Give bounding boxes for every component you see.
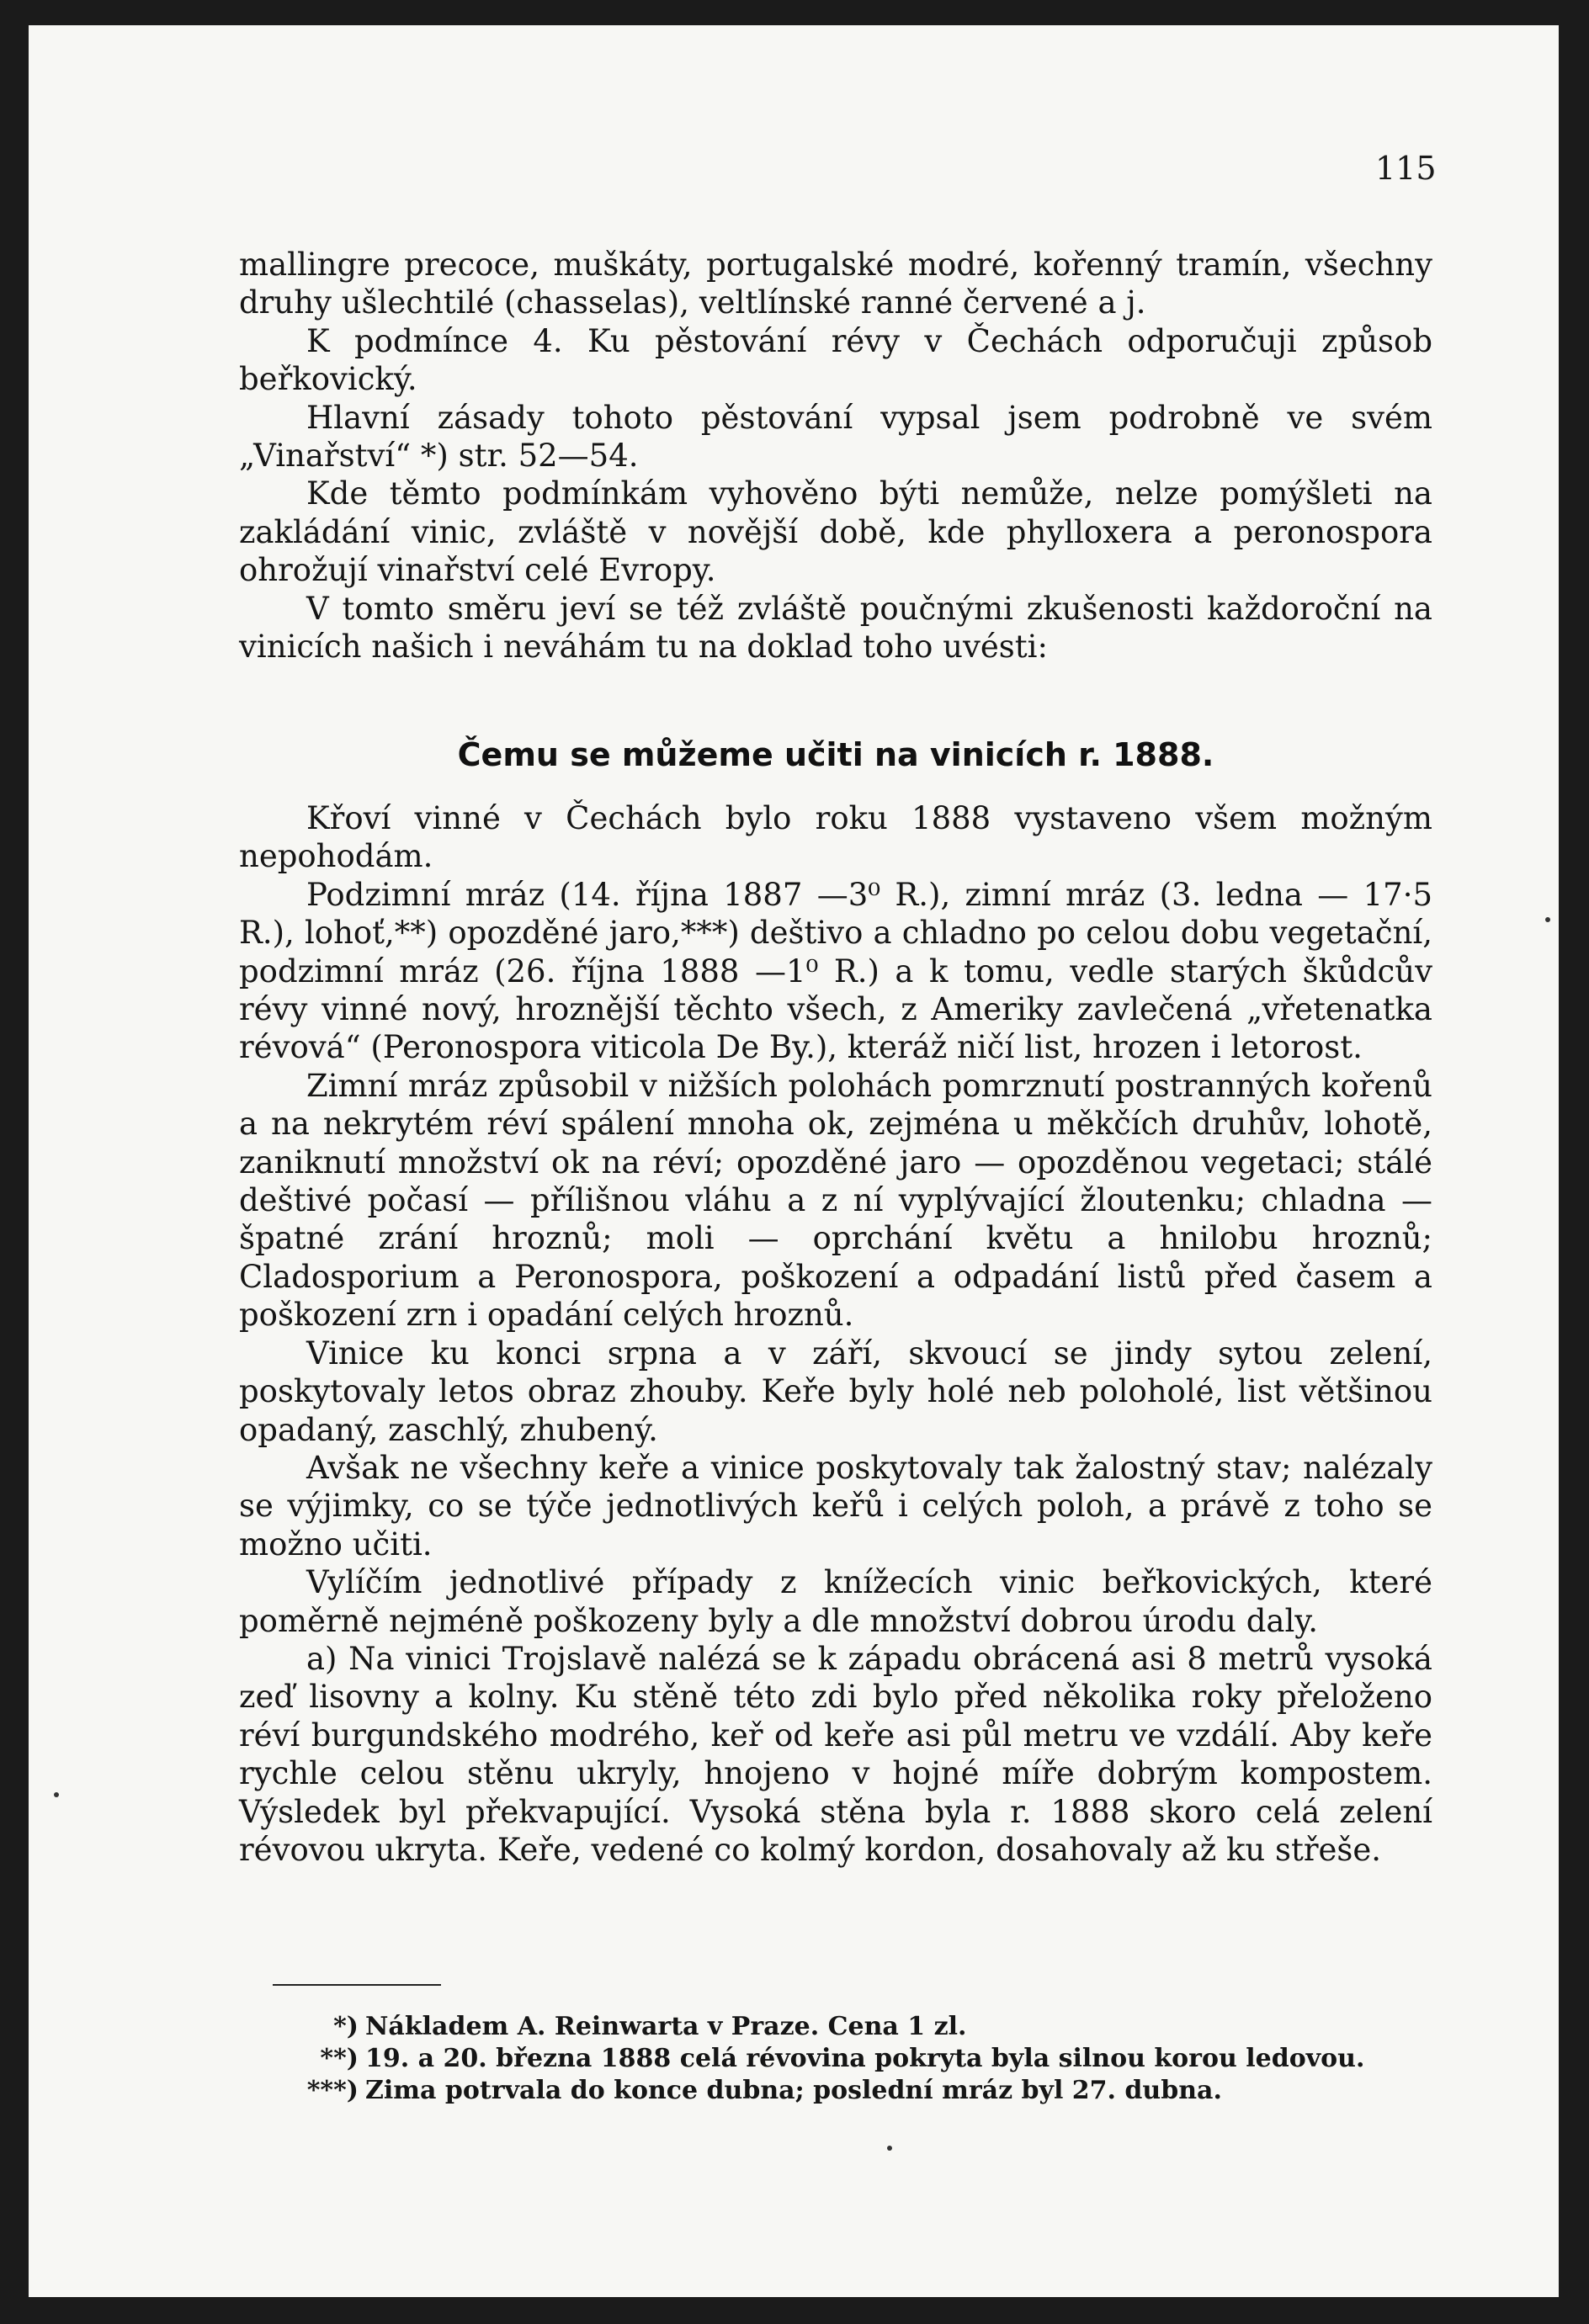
body-text-top	[239, 246, 1432, 666]
footnote-text: 19. a 20. března 1888 celá révovina pokryta byla silnou korou ledovou.	[365, 2044, 1365, 2073]
paragraph: Křoví vinné v Čechách bylo roku 1888 vystaveno všem možným nepohodám.	[239, 800, 1432, 875]
paragraph: Vinice ku konci srpna a v září, skvoucí se jindy sytou zelení, poskytovaly letos obraz zhouby. Keře byly holé neb poloholé, list většinou opadaný, zaschlý, zhubený.	[239, 1334, 1432, 1448]
paragraph: K podmínce 4. Ku pěstování révy v Čechách odporučuji způsob beřkovický.	[239, 322, 1432, 398]
paragraph: V tomto směru jeví se též zvláště poučnými zkušenosti každoroční na vinicích našich i neváhám tu na doklad toho uvésti:	[239, 590, 1432, 666]
footnote-mark: ***)	[306, 2076, 359, 2105]
footnote	[281, 2043, 1426, 2075]
book-page	[29, 25, 1559, 2297]
footnote-text: Zima potrvala do konce dubna; poslední mráz byl 27. dubna.	[365, 2076, 1222, 2105]
print-speck	[54, 1792, 59, 1797]
print-speck	[1545, 917, 1550, 922]
section-title: Čemu se můžeme učiti na vinicích r. 1888.	[457, 736, 1214, 773]
body-text-bottom	[239, 799, 1432, 1869]
paragraph: Avšak ne všechny keře a vinice poskytovaly tak žalostný stav; nalézaly se výjimky, co se týče jednotlivých keřů i celých poloh, a právě z toho se možno učiti.	[239, 1449, 1432, 1563]
paragraph: Zimní mráz způsobil v nižších polohách pomrznutí postranných kořenů a na nekrytém réví spálení mnoha ok, zejména u měkčích druhův, lohotě, zaniknutí množství ok na réví; opozděné jaro — opozděnou vegetaci; stálé deštivé počasí — přílišnou vláhu a z ní vyplývající žloutenku; chladna — špatné zrání hroznů; moli — oprchání květu a hnilobu hroznů; Cladosporium a Peronospora, poškození a odpadání listů před časem a poškození zrn i opadání celých hroznů.	[239, 1067, 1432, 1334]
footnote-mark: *)	[333, 2012, 359, 2041]
footnote-mark: **)	[320, 2044, 359, 2073]
footnote-text: Nákladem A. Reinwarta v Praze. Cena 1 zl.	[365, 2012, 967, 2041]
print-speck	[887, 2146, 892, 2151]
paragraph: Hlavní zásady tohoto pěstování vypsal jsem podrobně ve svém „Vinařství“ *) str. 52—54.	[239, 399, 1432, 475]
footnote-divider	[273, 1984, 441, 1986]
paragraph: Vylíčím jednotlivé případy z knížecích vinic beřkovických, které poměrně nejméně poškozeny byly a dle množství dobrou úrodu daly.	[239, 1564, 1432, 1639]
paragraph: a) Na vinici Trojslavě nalézá se k západu obrácená asi 8 metrů vysoká zeď lisovny a kolny. Ku stěně této zdi bylo před několika roky přeloženo réví burgundského modrého, keř od keře asi půl metru ve vzdálí. Aby keře rychle celou stěnu ukryly, hnojeno v hojné míře dobrým kompostem. Výsledek byl překvapující. Vysoká stěna byla r. 1888 skoro celá zelení révovou ukryta. Keře, vedené co kolmý kordon, dosahovaly až ku střeše.	[239, 1640, 1432, 1868]
paragraph: Kde těmto podmínkám vyhověno býti nemůže, nelze pomýšleti na zakládání vinic, zvláště v novější době, kde phylloxera a peronospora ohrožují vinařství celé Evropy.	[239, 475, 1432, 589]
footnote	[281, 2011, 1426, 2043]
footnotes	[281, 2011, 1426, 2107]
paragraph: mallingre precoce, muškáty, portugalské modré, kořenný tramín, všechny druhy ušlechtilé (chasselas), veltlínské ranné červené a j.	[239, 247, 1432, 321]
page-number: 115	[1375, 150, 1437, 187]
footnote	[281, 2075, 1426, 2107]
paragraph: Podzimní mráz (14. října 1887 —3⁰ R.), zimní mráz (3. ledna — 17·5 R.), lohoť,**) opozděné jaro,***) deštivo a chladno po celou dobu vegetační, podzimní mráz (26. října 1888 —1⁰ R.) a k tomu, vedle starých škůdcův révy vinné nový, hroznější těchto všech, z Ameriky zavlečená „vřetenatka révová“ (Peronospora viticola De By.), kteráž ničí list, hrozen i letorost.	[239, 876, 1432, 1066]
